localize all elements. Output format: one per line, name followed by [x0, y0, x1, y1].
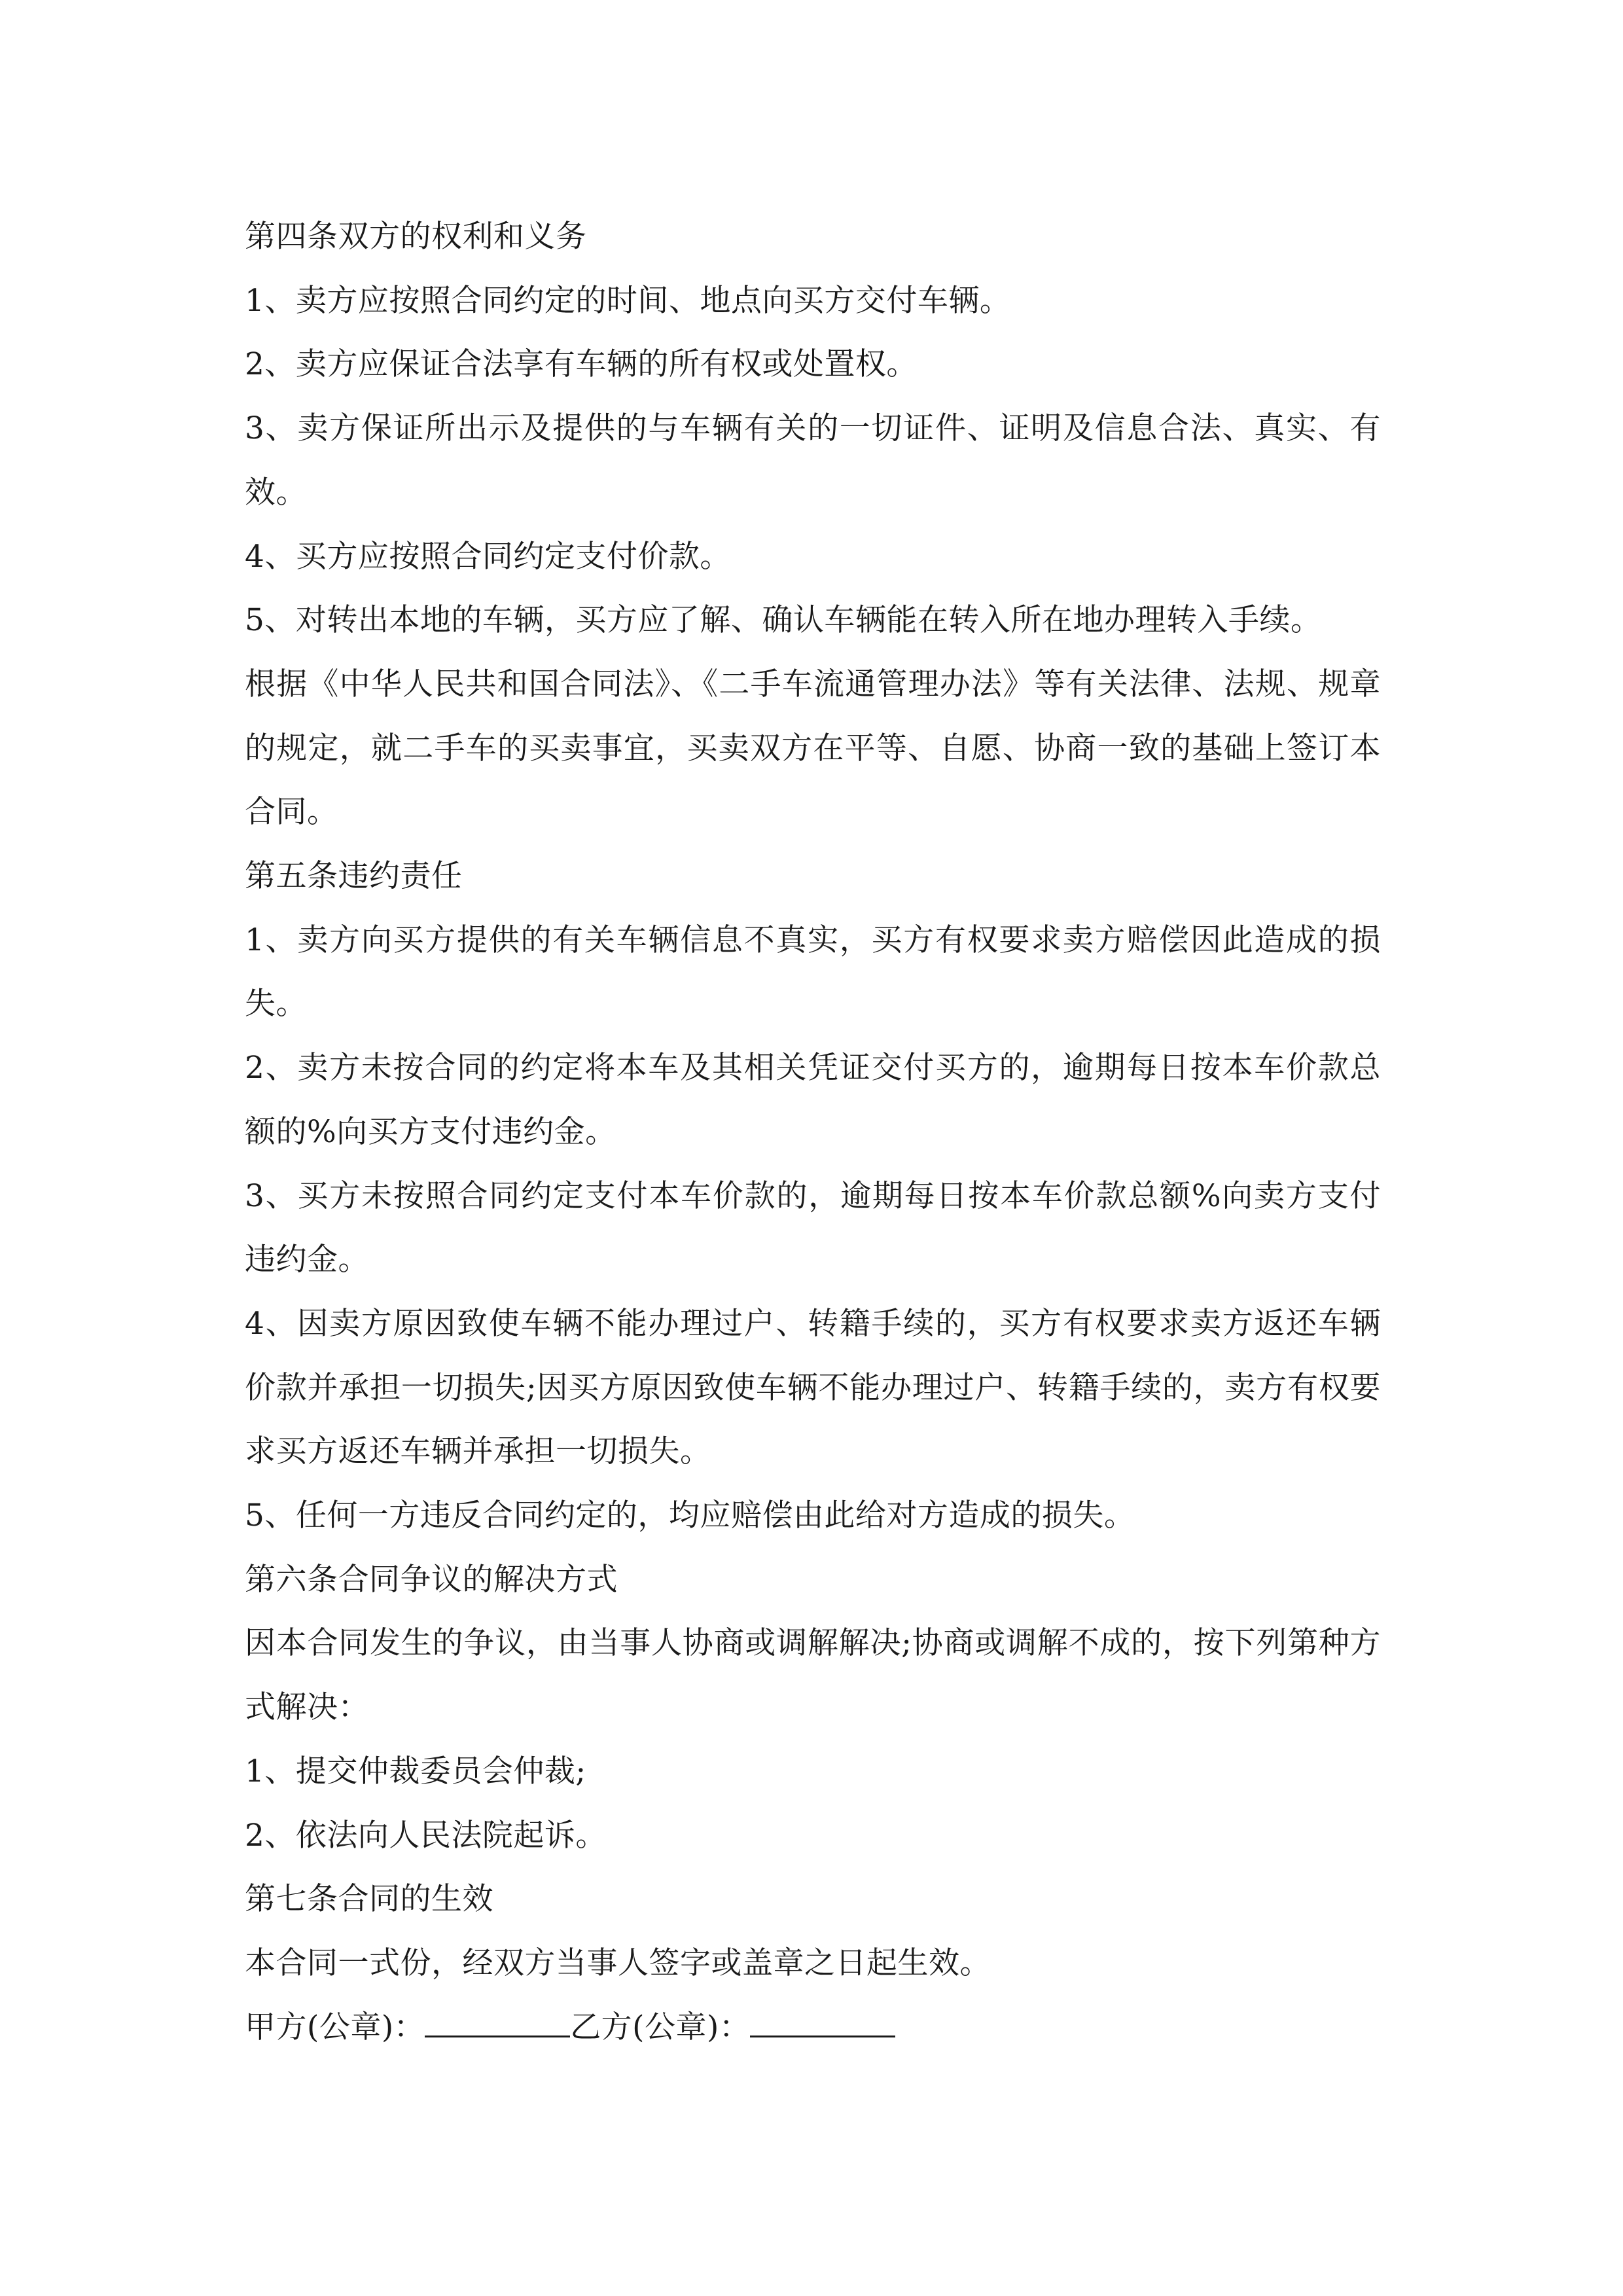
article-6-option-1: 1、提交仲裁委员会仲裁;: [245, 1753, 586, 1789]
article-4-clause-5: 5、对转出本地的车辆，买方应了解、确认车辆能在转入所在地办理转入手续。: [245, 602, 1322, 639]
article-4-clause-2: 2、卖方应保证合法享有车辆的所有权或处置权。: [245, 346, 918, 383]
article-4-clause-1: 1、卖方应按照合同约定的时间、地点向买方交付车辆。: [245, 282, 1011, 319]
article-4-clause-3: 3、卖方保证所出示及提供的与车辆有关的一切证件、证明及信息合法、真实、有效。: [245, 410, 1381, 511]
article-5-clause-5: 5、任何一方违反合同约定的，均应赔偿由此给对方造成的损失。: [245, 1498, 1135, 1534]
article-7-body: 本合同一式份，经双方当事人签字或盖章之日起生效。: [245, 1945, 991, 1981]
document-body: [245, 205, 1381, 2059]
article-6-heading: 第六条合同争议的解决方式: [245, 1561, 618, 1598]
article-5-clause-3: 3、买方未按照合同约定支付本车价款的，逾期每日按本车价款总额%向卖方支付违约金。: [245, 1177, 1381, 1278]
article-6-body: 因本合同发生的争议，由当事人协商或调解解决;协商或调解不成的，按下列第种方式解决：: [245, 1625, 1381, 1726]
signature-line: [245, 1996, 1381, 2060]
preamble-paragraph: 根据《中华人民共和国合同法》、《二手车流通管理办法》等有关法律、法规、规章的规定，就二手车的买卖事宜，买卖双方在平等、自愿、协商一致的基础上签订本合同。: [245, 666, 1381, 831]
article-4-heading: 第四条双方的权利和义务: [245, 219, 587, 255]
party-b-label: 乙方(公章)：: [570, 2009, 751, 2045]
article-5-clause-2: 2、卖方未按合同的约定将本车及其相关凭证交付买方的，逾期每日按本车价款总额的%向买方支付违约金。: [245, 1050, 1381, 1150]
party-a-signature-blank[interactable]: [425, 2009, 570, 2037]
article-7-heading: 第七条合同的生效: [245, 1881, 493, 1918]
party-b-signature-blank[interactable]: [750, 2009, 895, 2037]
article-6-option-2: 2、依法向人民法院起诉。: [245, 1817, 607, 1854]
party-a-label: 甲方(公章)：: [245, 2009, 425, 2045]
article-5-clause-4: 4、因卖方原因致使车辆不能办理过户、转籍手续的，买方有权要求卖方返还车辆价款并承担一切损失;因买方原因致使车辆不能办理过户、转籍手续的，卖方有权要求买方返还车辆并承担一切损失。: [245, 1305, 1381, 1470]
article-4-clause-4: 4、买方应按照合同约定支付价款。: [245, 538, 731, 575]
article-5-clause-1: 1、卖方向买方提供的有关车辆信息不真实，买方有权要求卖方赔偿因此造成的损失。: [245, 922, 1381, 1022]
article-5-heading: 第五条违约责任: [245, 858, 463, 895]
